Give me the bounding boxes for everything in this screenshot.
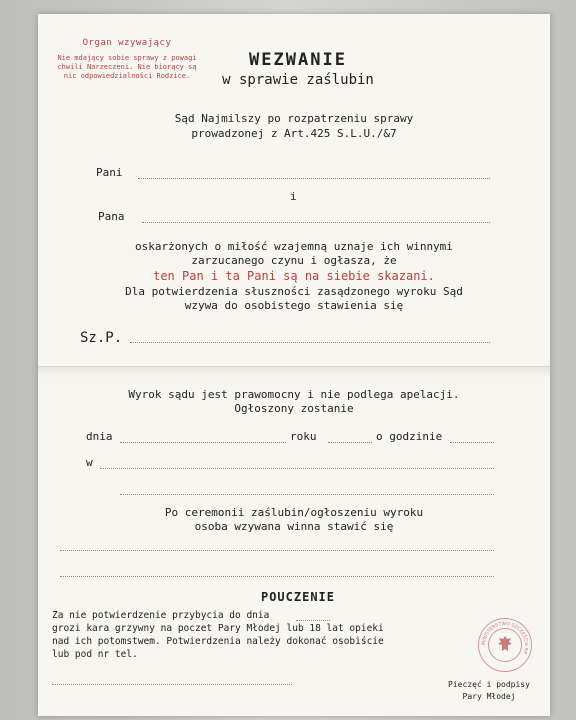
verdict-line-4: Dla potwierdzenia słuszności zasądzonego wyroku Sąd	[125, 285, 463, 298]
godzinie-field[interactable]	[450, 442, 494, 443]
instruction-line-3: nad ich potomstwem. Potwierdzenia należy dokonać osobiście	[52, 636, 384, 647]
organ-note: Nie mdający sobie sprawy z powagi chwili Narzeczeni. Nie biorący są nic odpowiedzialności Rodzice.	[57, 54, 197, 80]
verdict-line-5: wzywa do osobistego stawienia się	[184, 299, 404, 312]
addressee-label: Sz.P.	[80, 330, 123, 346]
pana-field[interactable]	[142, 222, 490, 223]
official-stamp	[478, 618, 532, 672]
ceremony-line-1: Po ceremonii zaślubin/ogłoszeniu wyroku	[164, 506, 424, 519]
signature-line-2: Pary Młodej	[462, 692, 516, 701]
ceremony-field-2[interactable]	[60, 576, 494, 577]
announcement-line-1: Wyrok sądu jest prawomocny i nie podlega apelacji.	[128, 388, 460, 401]
document-title: WEZWANIE	[249, 50, 347, 70]
confirm-date-field[interactable]	[296, 620, 330, 621]
place-field-2[interactable]	[120, 494, 494, 495]
addressee-field[interactable]	[130, 342, 490, 343]
pani-label: Pani	[96, 166, 123, 179]
pani-field[interactable]	[138, 178, 490, 179]
roku-field[interactable]	[328, 442, 372, 443]
w-label: w	[86, 456, 93, 469]
instruction-line-2: grozi kara grzywny na poczet Pary Młodej lub 18 lat opieki	[52, 623, 384, 634]
godzinie-label: o godzinie	[376, 430, 443, 443]
instruction-line-4: lub pod nr tel.	[52, 649, 138, 660]
intro-line-2: prowadzonej z Art.425 S.L.U./&7	[191, 127, 397, 140]
organ-title: Organ wzywający	[82, 38, 172, 48]
announcement-line-2: Ogłoszony zostanie	[234, 402, 354, 415]
ceremony-field[interactable]	[60, 550, 494, 551]
svg-text:MINISTERSTWO SZCZĘŚCIA RP: MINISTERSTWO SZCZĘŚCIA RP	[481, 621, 529, 655]
document-subtitle: w sprawie zaślubin	[222, 72, 374, 88]
phone-field[interactable]	[52, 684, 292, 685]
and-label: i	[290, 190, 297, 203]
stamp-ring-text	[479, 619, 531, 671]
ceremony-line-2: osoba wzywana winna stawić się	[194, 520, 394, 533]
intro-line-1: Sąd Najmilszy po rozpatrzeniu sprawy	[174, 112, 414, 125]
instruction-line-1: Za nie potwierdzenie przybycia do dnia	[52, 610, 270, 621]
signature-line-1: Pieczęć i podpisy	[448, 680, 530, 689]
verdict-highlight: ten Pan i ta Pani są na siebie skazani.	[153, 269, 435, 283]
place-field[interactable]	[100, 468, 494, 469]
verdict-line-1: oskarżonych o miłość wzajemną uznaje ich winnymi	[135, 240, 453, 253]
summons-card	[38, 14, 550, 716]
eagle-emblem	[498, 636, 512, 651]
instruction-title: POUCZENIE	[260, 590, 336, 604]
roku-label: roku	[290, 430, 317, 443]
card-fold	[38, 366, 550, 385]
verdict-line-2: zarzucanego czynu i ogłasza, że	[191, 254, 397, 267]
pana-label: Pana	[98, 210, 125, 223]
dnia-field[interactable]	[120, 442, 286, 443]
dnia-label: dnia	[86, 430, 113, 443]
